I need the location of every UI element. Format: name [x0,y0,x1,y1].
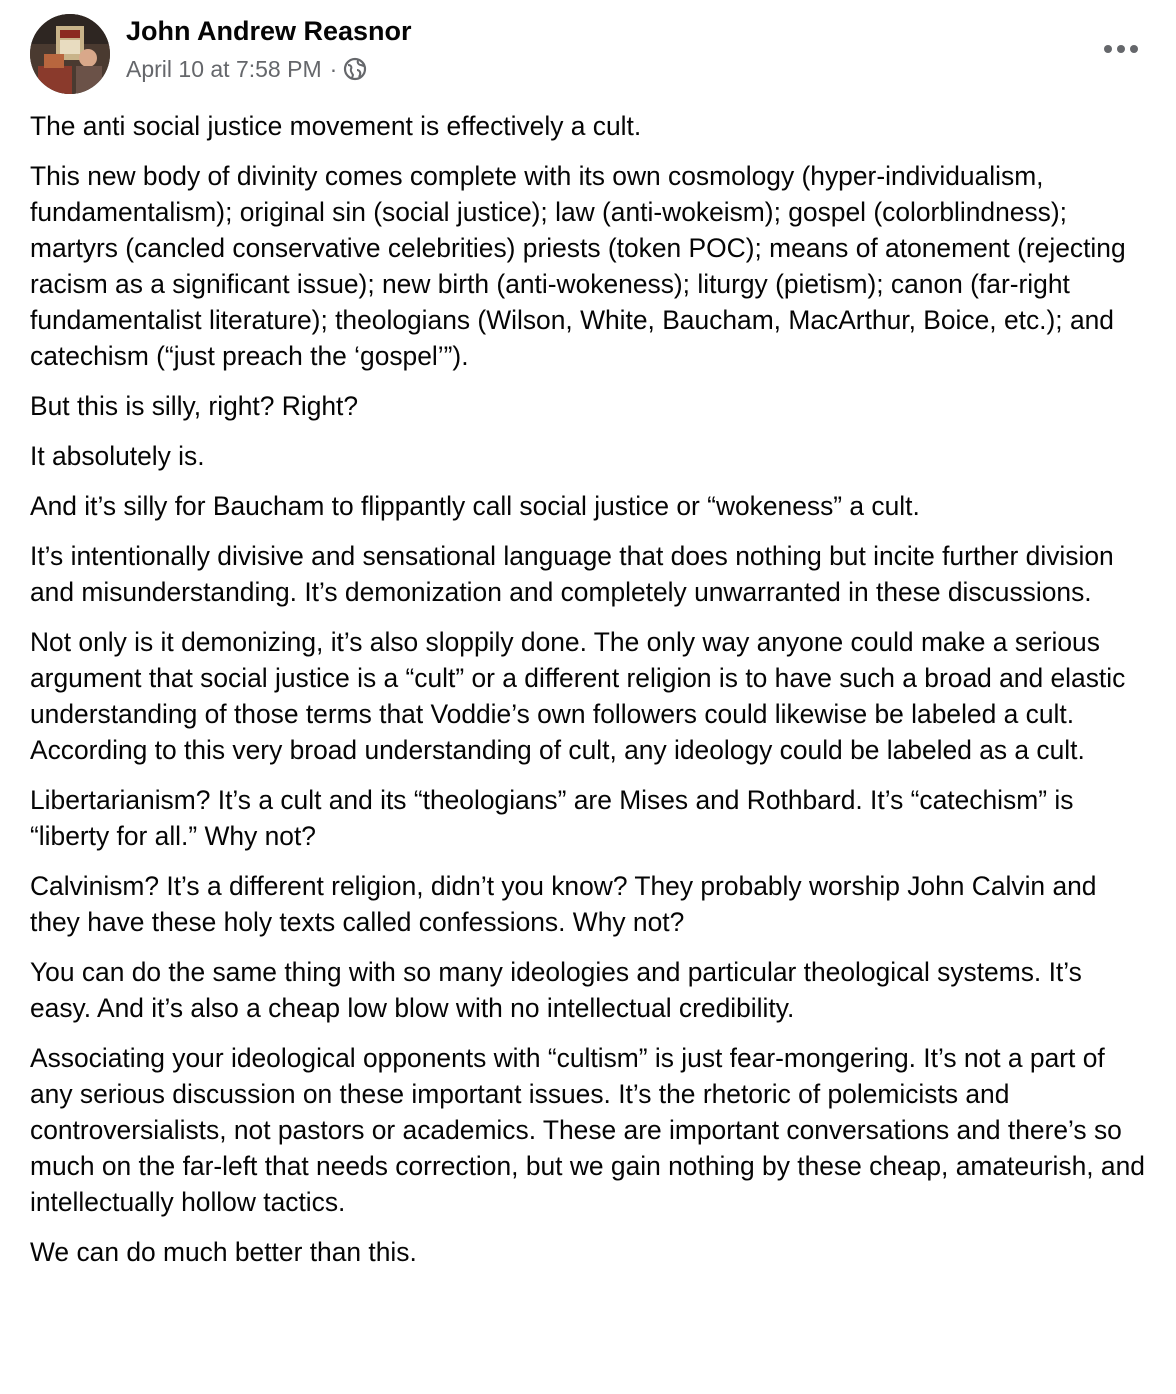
meta-separator: · [329,55,338,82]
post-paragraph: The anti social justice movement is effectively a cult. [30,111,642,141]
post-paragraph: This new body of divinity comes complete with its own cosmology (hyper-individualism, fundamentalism); original sin (social justice); law (anti-wokeism); gospel (colorblindness); martyrs (cancled conservative celebrities) priests (token POC); means of atonement (rejecting racism as a significant issue); new birth (anti-wokeness); liturgy (pietism); canon (far-right fundamentalist literature); theologians (Wilson, White, Baucham, MacArthur, Boice, etc.); and catechism (“just preach the ‘gospel’”). [30,161,1126,371]
post-meta [126,54,367,84]
timestamp[interactable]: April 10 at 7:58 PM [126,55,322,82]
post-paragraph: And it’s silly for Baucham to flippantly call social justice or “wokeness” a cult. [30,491,920,521]
post-paragraph: Not only is it demonizing, it’s also sloppily done. The only way anyone could make a serious argument that social justice is a “cult” or a different religion is to have such a broad and elastic understanding of those terms that Voddie’s own followers could likewise be labeled a cult. According to this very broad understanding of cult, any ideology could be labeled as a cult. [30,627,1126,765]
post-paragraph: It absolutely is. [30,441,205,471]
post-paragraph: Calvinism? It’s a different religion, didn’t you know? They probably worship John Calvin and they have these holy texts called confessions. Why not? [30,871,1097,937]
post-paragraph: Associating your ideological opponents with “cultism” is just fear-mongering. It’s not a part of any serious discussion on these important issues. It’s the rhetoric of polemicists and controversialists, not pastors or academics. These are important conversations and there’s so much on the far-left that needs correction, but we gain nothing by these cheap, amateurish, and intellectually hollow tactics. [30,1043,1145,1217]
author-name[interactable]: John Andrew Reasnor [126,16,412,46]
post-paragraph: But this is silly, right? Right? [30,391,359,421]
post-paragraph: It’s intentionally divisive and sensational language that does nothing but incite further division and misunderstanding. It’s demonization and completely unwarranted in these discussions. [30,541,1114,607]
avatar-photo [30,14,110,94]
post-paragraph: We can do much better than this. [30,1237,417,1267]
post-body [30,108,1146,1284]
globe-icon[interactable] [343,57,367,81]
more-options-icon [1103,44,1139,54]
avatar[interactable] [30,14,110,94]
post-paragraph: Libertarianism? It’s a cult and its “theologians” are Mises and Rothbard. It’s “catechism” is “liberty for all.” Why not? [30,785,1074,851]
post-paragraph: You can do the same thing with so many ideologies and particular theological systems. It’s easy. And it’s also a cheap low blow with no intellectual credibility. [30,957,1082,1023]
more-options-button[interactable] [1098,32,1144,66]
post-header [30,14,1146,96]
